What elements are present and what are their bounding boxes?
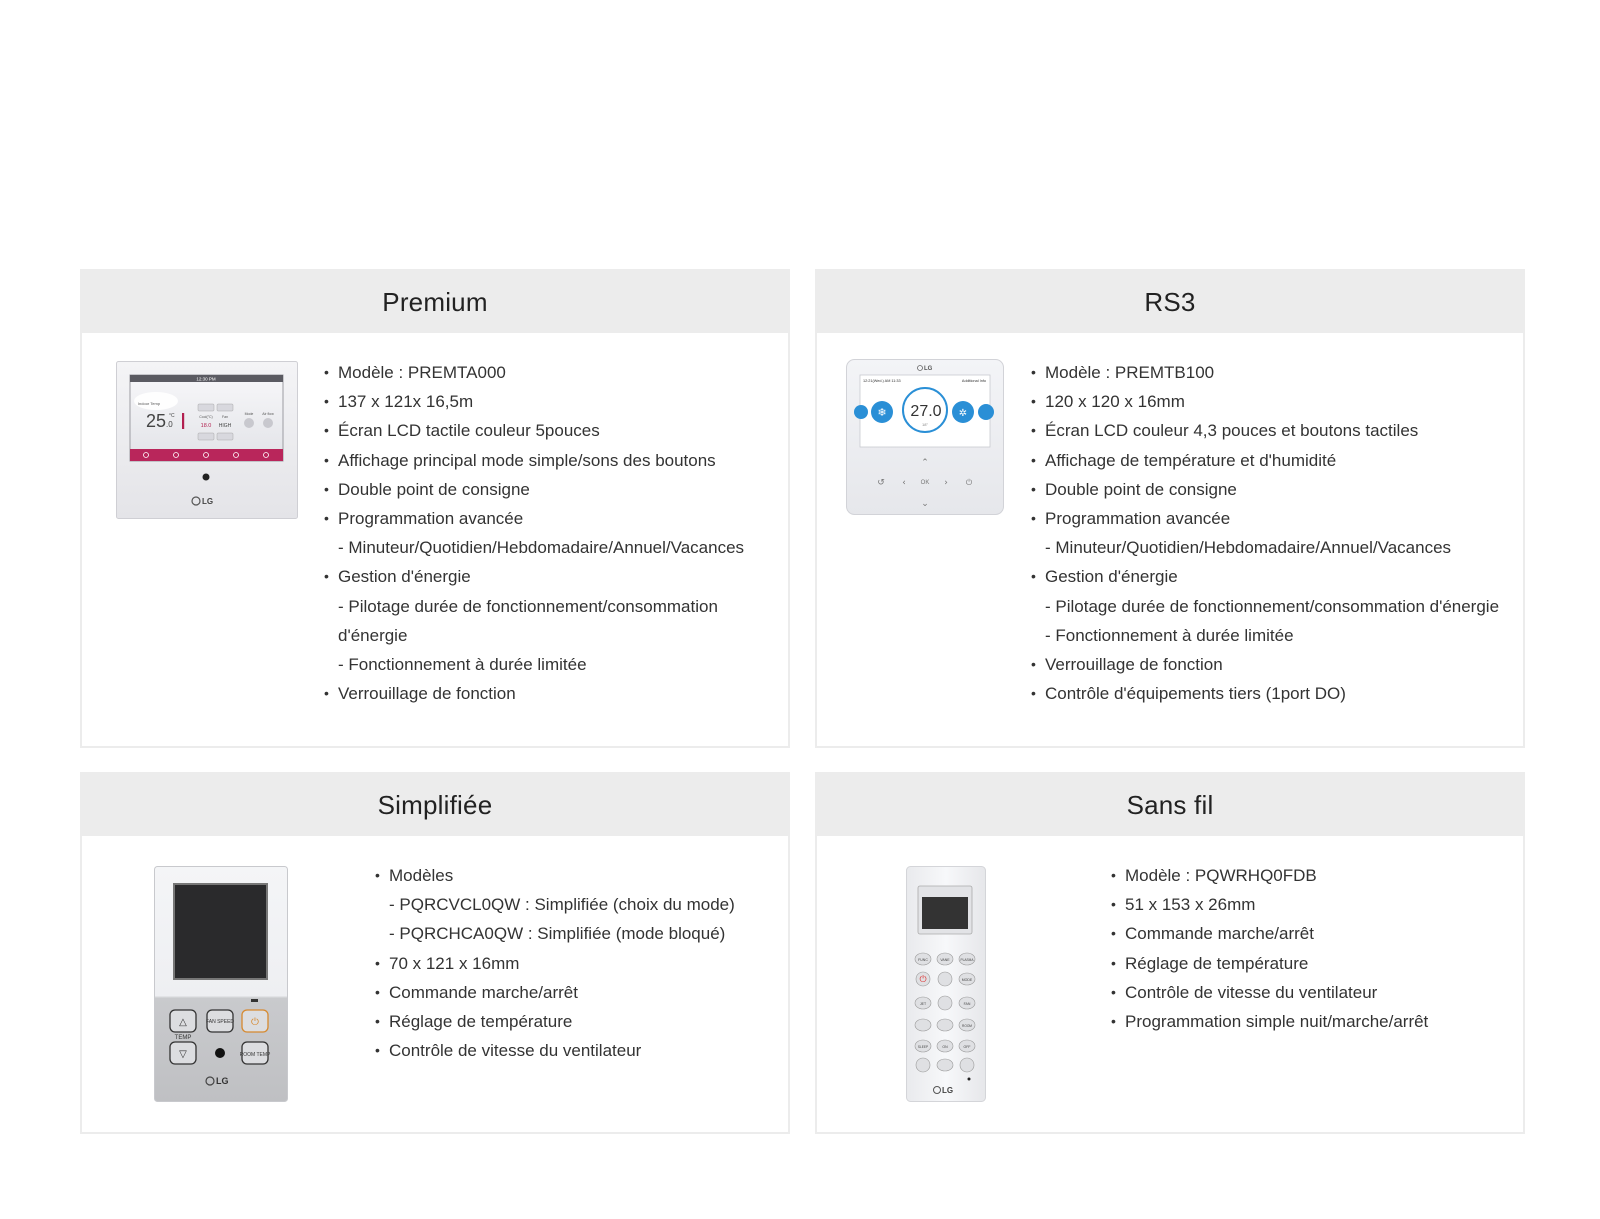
plasma-label: PLASMA: [960, 958, 974, 962]
room-temp-label: ROOM TEMP: [239, 1052, 271, 1058]
screen-time: 12:21(Wed.) AM 11:33: [863, 379, 901, 383]
screen-sub-temp: 18°: [921, 422, 929, 427]
spec-item: • Affichage de température et d'humidité: [1031, 446, 1521, 475]
spec-item: • Verrouillage de fonction: [324, 679, 764, 708]
premium-spec-list: [324, 358, 764, 708]
spec-item: • 70 x 121 x 16mm: [375, 949, 775, 978]
wireless-spec-list: [1111, 861, 1511, 1036]
svg-text:❄: ❄: [877, 406, 887, 419]
screen-temp: 27.0: [910, 403, 942, 420]
spec-item: • Commande marche/arrêt: [375, 978, 775, 1007]
spec-item: • Gestion d'énergie: [324, 562, 764, 591]
screen-info: Additional Info: [961, 379, 986, 383]
spec-subitem: - Pilotage durée de fonctionnement/consommation d'énergie: [1045, 596, 1500, 616]
spec-item: • Écran LCD couleur 4,3 pouces et boutons tactiles: [1031, 416, 1521, 445]
screen-mode-label: Mode: [244, 412, 254, 416]
card-header: [817, 774, 1523, 836]
spec-subitem: - Fonctionnement à durée limitée: [1045, 625, 1294, 645]
svg-text:⌃: ⌃: [921, 458, 929, 468]
card-title: Sans fil: [1126, 789, 1214, 820]
spec-item: • Contrôle de vitesse du ventilateur: [1111, 978, 1511, 1007]
screen-temp-label: Indoor Temp: [137, 401, 161, 406]
vane-label: VANE: [940, 958, 950, 962]
on-label: ON: [942, 1045, 948, 1049]
spec-item: • Double point de consigne: [324, 475, 764, 504]
card-premium: [80, 269, 790, 748]
spec-subitem: - Minuteur/Quotidien/Hebdomadaire/Annuel/Vacances: [338, 538, 745, 558]
screen-time: 12:30 PM: [196, 376, 216, 382]
card-rs3: [815, 269, 1525, 748]
sleep-label: SLEEP: [917, 1045, 929, 1049]
spec-subitem: - Pilotage durée de fonctionnement/consommation d'énergie: [338, 596, 718, 645]
screen-fan-label: Fan: [221, 415, 229, 419]
card-header: [82, 271, 788, 333]
card-title: RS3: [1144, 286, 1196, 317]
lg-logo: LG: [924, 366, 933, 372]
spec-item: • Contrôle de vitesse du ventilateur: [375, 1036, 775, 1065]
card-simplified: [80, 772, 790, 1134]
card-title: Premium: [382, 286, 488, 317]
mode-label: MODE: [961, 978, 973, 982]
screen-temp-decimal: .0: [166, 420, 173, 429]
room-label: ROOM: [962, 1024, 972, 1028]
spec-item: • Modèle : PREMTA000: [324, 358, 764, 387]
spec-item: • Réglage de température: [1111, 949, 1511, 978]
spec-item: • Affichage principal mode simple/sons des boutons: [324, 446, 764, 475]
spec-subitem: - Fonctionnement à durée limitée: [338, 655, 587, 675]
jet-label: JET: [919, 1002, 927, 1006]
ok-button-label: OK: [920, 480, 930, 486]
card-header: [817, 271, 1523, 333]
rs3-controller-image: [846, 359, 1004, 515]
screen-fan-value: HIGH: [218, 423, 232, 429]
fan-label: FAN: [963, 1002, 971, 1006]
spec-item: • Programmation simple nuit/marche/arrêt: [1111, 1007, 1511, 1036]
screen-set-label: Cool(°C): [199, 415, 213, 419]
spec-item: • 137 x 121x 16,5m: [324, 387, 764, 416]
wireless-remote-image: [906, 866, 986, 1102]
svg-text:⏻: ⏻: [919, 975, 927, 985]
svg-text:⏻: ⏻: [251, 1017, 259, 1028]
svg-text:↺: ↺: [877, 478, 885, 488]
screen-temp-unit: °C: [169, 413, 175, 419]
spec-subitem: - PQRCVCL0QW : Simplifiée (choix du mode): [389, 895, 735, 915]
spec-item: • Programmation avancée: [1031, 504, 1521, 533]
screen-set-temp: 18.0: [200, 423, 212, 429]
card-wireless: [815, 772, 1525, 1134]
spec-item: • Contrôle d'équipements tiers (1port DO): [1031, 679, 1521, 708]
svg-text:›: ›: [944, 478, 948, 488]
rs3-spec-list: [1031, 358, 1521, 708]
simplified-controller-image: [154, 866, 288, 1102]
spec-item: • Double point de consigne: [1031, 475, 1521, 504]
simplified-spec-list: [375, 861, 775, 1065]
premium-controller-image: [116, 361, 298, 519]
off-label: OFF: [963, 1045, 971, 1049]
spec-item: • Réglage de température: [375, 1007, 775, 1036]
spec-item: • Gestion d'énergie: [1031, 562, 1521, 591]
card-title: Simplifiée: [377, 789, 493, 820]
spec-subitem: - PQRCHCA0QW : Simplifiée (mode bloqué): [389, 924, 726, 944]
fan-speed-label: FAN SPEED: [205, 1019, 235, 1025]
svg-text:⌄: ⌄: [921, 499, 929, 509]
svg-text:⏻: ⏻: [965, 478, 973, 487]
spec-subitem: - Minuteur/Quotidien/Hebdomadaire/Annuel/Vacances: [1045, 538, 1452, 558]
lg-logo: LG: [202, 497, 214, 506]
spec-item: • Programmation avancée: [324, 504, 764, 533]
screen-airflow-label: Air flow: [262, 412, 274, 416]
svg-text:△: △: [179, 1017, 187, 1028]
card-header: [82, 774, 788, 836]
lg-logo: LG: [216, 1076, 229, 1086]
lg-logo: LG: [942, 1086, 954, 1095]
spec-item: • 51 x 153 x 26mm: [1111, 890, 1511, 919]
screen-temp: 25: [146, 411, 167, 431]
spec-item: • Écran LCD tactile couleur 5pouces: [324, 416, 764, 445]
svg-text:✲: ✲: [958, 408, 968, 419]
spec-item: • 120 x 120 x 16mm: [1031, 387, 1521, 416]
spec-item: • Commande marche/arrêt: [1111, 919, 1511, 948]
spec-item: • Modèle : PREMTB100: [1031, 358, 1521, 387]
temp-label: TEMP: [174, 1035, 192, 1041]
spec-item: • Modèles: [375, 861, 775, 890]
svg-text:‹: ‹: [902, 478, 906, 488]
spec-item: • Modèle : PQWRHQ0FDB: [1111, 861, 1511, 890]
spec-item: • Verrouillage de fonction: [1031, 650, 1521, 679]
func-label: FUNC: [918, 958, 928, 962]
svg-text:▽: ▽: [179, 1049, 187, 1060]
